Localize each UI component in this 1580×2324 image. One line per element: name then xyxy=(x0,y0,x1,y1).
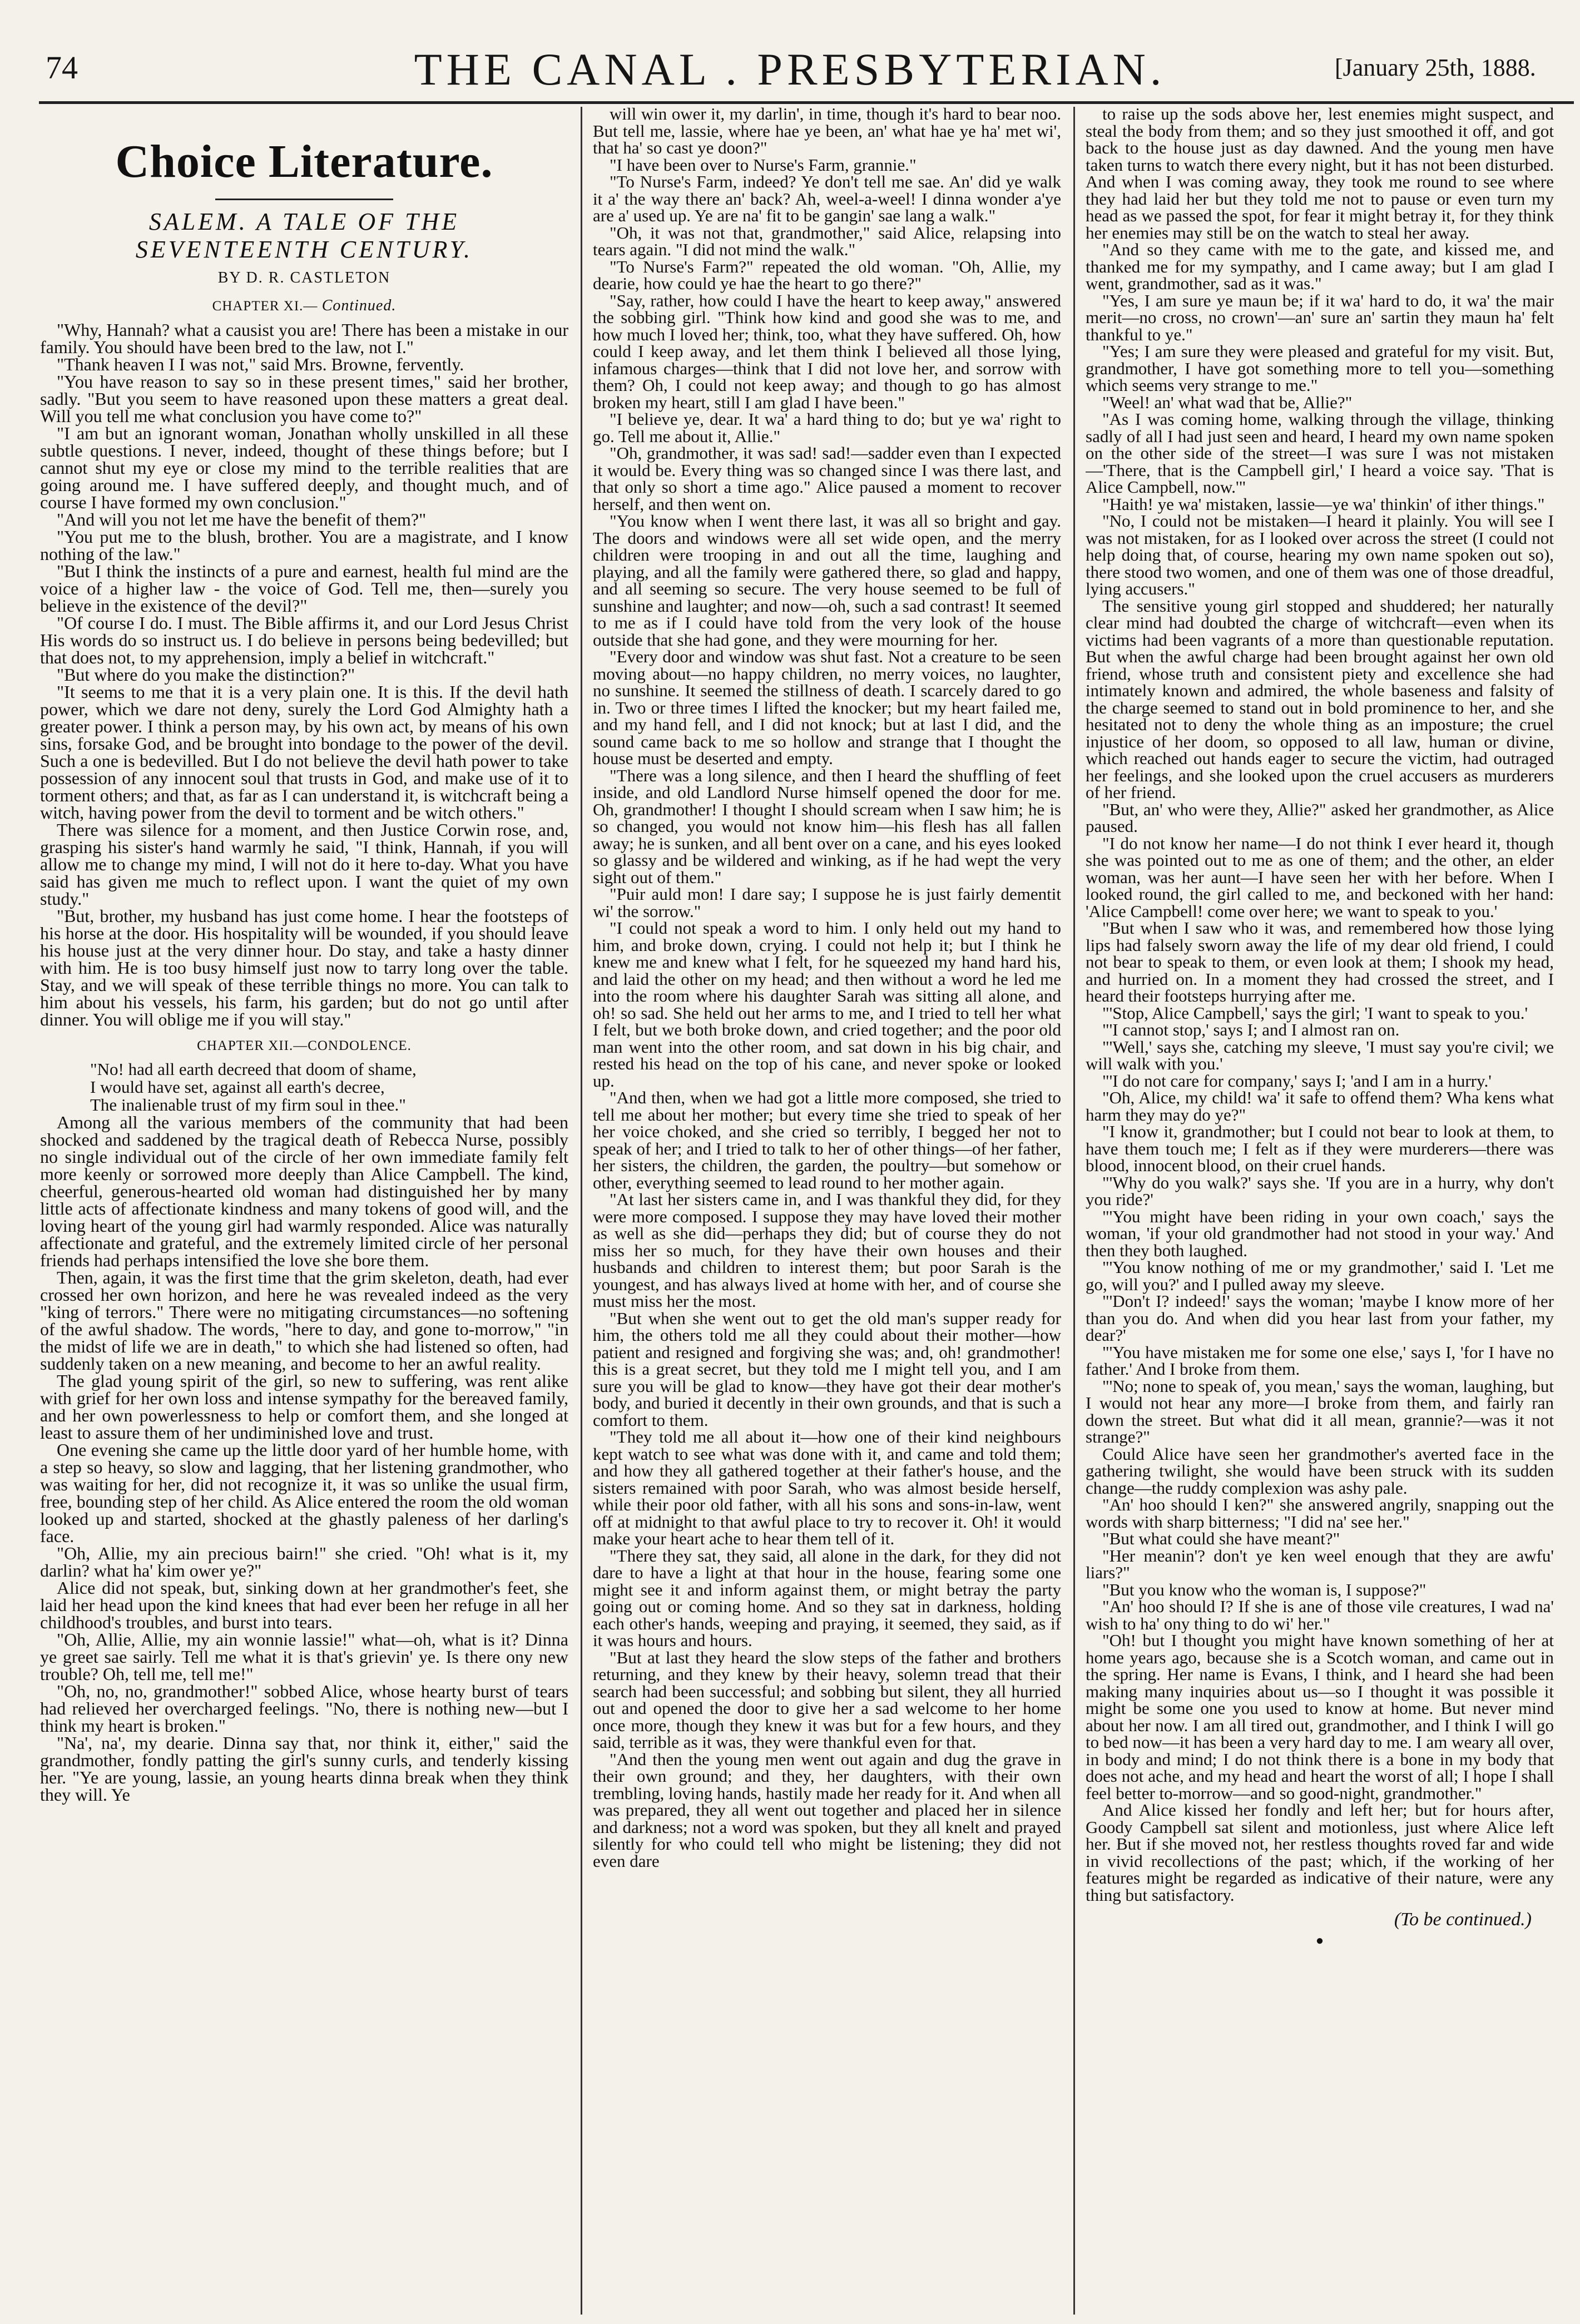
column-1 xyxy=(40,106,568,2316)
end-mark: ● xyxy=(1315,1934,1324,1948)
paragraph: And Alice kissed her fondly and left her; but for hours after, Goody Campbell sat silent and motionless, just where Alice left her. But if she moved not, her restless thoughts roved far and wide in vivid recollections of the past; which, if the working of her features might be regarded as indicative of their nature, were any thing but satisfactory. xyxy=(1086,1800,1554,1905)
paragraph: "Na', na', my dearie. Dinna say that, nor think it, either," said the grandmother, fondly patting the girl's sunny curls, and tenderly kissing her. "Ye are young, lassie, an young hearts dinna break when they think they will. Ye xyxy=(40,1733,568,1805)
paragraph: "But, an' who were they, Allie?" asked her grandmother, as Alice paused. xyxy=(1086,799,1554,836)
page-header xyxy=(0,0,1580,97)
paragraph: "Why, Hannah? what a causist you are! There has been a mistake in our family. You should have been bred to the law, not I." xyxy=(40,320,568,357)
chapter-heading: CHAPTER XII.—CONDOLENCE. xyxy=(197,1038,412,1053)
paragraph: "'Well,' says she, catching my sleeve, 'I must say you're civil; we will walk with you.' xyxy=(1086,1037,1554,1073)
paragraph: "To Nurse's Farm, indeed? Ye don't tell me sae. An' did ye walk it a' the way there an' back? Ah, weel-a-weel! I dinna wonder a'ye are a' used up. Ye are na' fit to be gangin' sae lang a walk." xyxy=(593,172,1061,225)
paragraph: "There they sat, they said, all alone in the dark, for they did not dare to have a light at that hour in the house, fearing some one might see it and inform against them, or might betray the party going out or coming home. And so they sat in darkness, holding each other's hands, weeping and praying, it seemed, they said, as if it was hours and hours. xyxy=(593,1545,1061,1650)
paragraph: "Haith! ye wa' mistaken, lassie—ye wa' thinkin' of ither things." xyxy=(1102,494,1545,514)
paragraph: "I am but an ignorant woman, Jonathan wholly unskilled in all these subtle questions. I never, indeed, thought of these things before; but I cannot shut my eye or close my mind to the terrible realities that are going around me. I have suffered deeply, and thought much, and of course I have formed my own conclusion." xyxy=(40,423,568,512)
section-title: Choice Literature. xyxy=(115,136,493,187)
paragraph: "But, brother, my husband has just come home. I hear the footsteps of his horse at the door. His hospitality will be wounded, if you should leave his house just at the very dinner hour. Do stay, and take a hasty dinner with him. He is too busy himself just now to tarry long over the table. Stay, and we will speak of these terrible things no more. You can talk to him about his vessels, his farm, his garden; but do not go until after dinner. You will oblige me if you will stay." xyxy=(40,906,568,1029)
paragraph: "Oh, no, no, grandmother!" sobbed Alice, whose hearty burst of tears had relieved her overcharged feelings. "No, there is nothing new—but I think my heart is broken." xyxy=(40,1681,568,1736)
story-title: SALEM. A TALE OF THE SEVENTEENTH CENTURY. xyxy=(135,208,473,263)
paragraph: "'No; none to speak of, you mean,' says the woman, laughing, but I would not hear any more—I broke from them, and fairly ran down the street. But what did it all mean, grannie?—was it not strange?" xyxy=(1086,1376,1554,1446)
column-1-text-a xyxy=(40,321,568,1028)
paragraph: will win ower it, my darlin', in time, though it's hard to bear noo. But tell me, lassie, where hae ye been, an' what hae ye ha' met wi', that ha' so cast ye doon?" xyxy=(593,106,1061,157)
poem xyxy=(40,1061,568,1114)
paragraph: "'I cannot stop,' says I; and I almost ran on. xyxy=(1102,1020,1400,1039)
paragraph: "Oh, Allie, Allie, my ain wonnie lassie!" what—oh, what is it? Dinna ye greet sae sairly. Tell me what it is that's grievin' ye. Is there ony new trouble? Oh, tell me, tell me!" xyxy=(40,1629,568,1684)
paragraph: to raise up the sods above her, lest enemies might suspect, and steal the body from them; and so they just smoothed it off, and got back to the house just as day dawned. And the young men have taken turns to watch there every night, but it has not been disturbed. And when I was coming away, they took me round to see where they had laid her but they told me not to pause or even turn my head as we passed the spot, for fear it might betray it, for they think her enemies may still be on the watch to steal her away. xyxy=(1086,106,1554,242)
header-rule xyxy=(39,101,1574,104)
masthead: THE CANAL . PRESBYTERIAN. xyxy=(414,44,1166,95)
paragraph: "'You know nothing of me or my grandmother,' said I. 'Let me go, will you?' and I pulled away my sleeve. xyxy=(1086,1257,1554,1294)
to-be-continued: (To be continued.) xyxy=(1394,1909,1532,1930)
paragraph: "Every door and window was shut fast. Not a creature to be seen moving about—no happy children, no merry voices, no laughter, no sunshine. It seemed the stillness of death. I scarcely dared to go in. Two or three times I lifted the knocker; but my heart failed me, and my hand fell, and I did not knock; but at last I did, and the sound came back to me so hollow and strange that I thought the house must be deserted and empty. xyxy=(593,647,1061,768)
paragraph: "You have reason to say so in these present times," said her brother, sadly. "But you seem to have reasoned upon these matters a great deal. Will you tell me what conclusion you have come to?" xyxy=(40,371,568,426)
paragraph: "Yes, I am sure ye maun be; if it wa' hard to do, it wa' the mair merit—no cross, no crown'—an' sure an' sartin they maun ha' felt thankful to ye." xyxy=(1086,290,1554,344)
chapter-label: CHAPTER XI.— xyxy=(212,299,318,314)
paragraph: "I believe ye, dear. It wa' a hard thing to do; but ye wa' right to go. Tell me about it, Allie." xyxy=(593,409,1061,446)
paragraph: "Oh, it was not that, grandmother," said Alice, relapsing into tears again. "I did not mind the walk." xyxy=(593,222,1061,259)
paragraph: "As I was coming home, walking through the village, thinking sadly of all I had just seen and heard, I heard my own name spoken on the other side of the street—I was sure I was not mistaken—'There, that is the Campbell girl,' I heard a voice say. 'That is Alice Campbell, now.'" xyxy=(1086,409,1554,497)
paragraph: "Oh, Allie, my ain precious bairn!" she cried. "Oh! what is it, my darlin? what ha' kim ower ye?" xyxy=(40,1543,568,1580)
paragraph: Alice did not speak, but, sinking down at her grandmother's feet, she laid her head upon the kind knees that had ever been her refuge in all her childhood's troubles, and burst into tears. xyxy=(40,1578,568,1632)
paragraph: "'I do not care for company,' says I; 'and I am in a hurry.' xyxy=(1102,1071,1492,1091)
paragraph: "But at last they heard the slow steps of the father and brothers returning, and they knew by their heavy, solemn tread that their search had been successful; and sobbing but silent, they all hurried out and opened the door to give her a sad welcome to her home once more, though they knew it was but for a few hours, and they said, terrible as it was, they were thankful even for that. xyxy=(593,1647,1061,1752)
paragraph: "'You might have been riding in your own coach,' says the woman, 'if your old grandmother had not stood in your way.' And then they both laughed. xyxy=(1086,1206,1554,1260)
paragraph: "You know when I went there last, it was all so bright and gay. The doors and windows were all set wide open, and the merry children were trooping in and out all the time, laughing and playing, and all the family were gathered there, so glad and happy, and all seeming so secure. The very house seemed to be full of sunshine and laughter; and now—oh, such a sad contrast! It seemed to me as if I could have told from the very look of the house outside that she had gone, and they were mourning for her. xyxy=(593,511,1061,650)
paragraph: The sensitive young girl stopped and shuddered; her naturally clear mind had doubted the charge of witchcraft—even when its victims had been vagrants of a more than questionable reputation. But when the awful charge had been brought against her own old friend, whose truth and consistent piety and excellence she had intimately known and admired, the whole baseness and falsity of the charge seemed to stand out in bold prominence to her, and she hesitated not to deny the whole thing as an imposture; the cruel injustice of her doom, so opposed to all law, human or divine, which reached out hands eager to secure the victim, had outraged her feelings, and she looked upon the cruel accusers as murderers of her friend. xyxy=(1086,596,1554,802)
paragraph: "'You have mistaken me for some one else,' says I, 'for I have no father.' And I broke from them. xyxy=(1086,1342,1554,1379)
paragraph: "'Stop, Alice Campbell,' says the girl; 'I want to speak to you.' xyxy=(1102,1003,1528,1023)
paragraph: "And will you not let me have the benefit of them?" xyxy=(57,509,427,529)
paragraph: Then, again, it was the first time that the grim skeleton, death, had ever crossed her own horizon, and here he was revealed indeed as the very "king of terrors." There were no mitigating circumstances—no softening of the awful shadow. The words, "here to day, and gone to-morrow," "in the midst of life we are in death," to which she had listened so often, had suddenly taken on a new meaning, and become to her an awful reality. xyxy=(40,1267,568,1374)
paragraph: "No, I could not be mistaken—I heard it plainly. You will see I was not mistaken, for as I looked over across the street (I could not help doing that, of course, hearing my own name spoken out so), there stood two women, and one of them was one of those dreadful, lying accusers." xyxy=(1086,511,1554,598)
paragraph: "But I think the instincts of a pure and earnest, health ful mind are the voice of a higher law - the voice of God. Tell me, then—surely you believe in the existence of the devil?" xyxy=(40,561,568,616)
paragraph: One evening she came up the little door yard of her humble home, with a step so heavy, so slow and lagging, that her listening grandmother, who was waiting for her, did not recognize it, it was so unlike the usual firm, free, bounding step of her child. As Alice entered the room the old woman looked up and started, shocked at the ghastly paleness of her darling's face. xyxy=(40,1440,568,1546)
paragraph: "Yes; I am sure they were pleased and grateful for my visit. But, grandmother, I have got something more to tell you—something which seems very strange to me." xyxy=(1086,341,1554,395)
paragraph: "Her meanin'? don't ye ken weel enough that they are awfu' liars?" xyxy=(1086,1545,1554,1582)
paragraph: "Thank heaven I I was not," said Mrs. Browne, fervently. xyxy=(57,354,464,374)
column-3 xyxy=(1086,106,1554,2316)
issue-date: [January 25th, 1888. xyxy=(1335,54,1536,81)
paragraph: Could Alice have seen her grandmother's averted face in the gathering twilight, she would have been struck with its sudden change—the ruddy complexion was ashy pale. xyxy=(1086,1444,1554,1498)
page-number: 74 xyxy=(46,49,78,86)
paragraph: "Weel! an' what wad that be, Allie?" xyxy=(1102,392,1353,412)
column-2 xyxy=(593,106,1061,2316)
paragraph: "And so they came with me to the gate, and kissed me, and thanked me for my sympathy, and I came away; but I am glad I went, grandmother, sad as it was." xyxy=(1086,240,1554,293)
paragraph: "I do not know her name—I do not think I ever heard it, though she was pointed out to me as one of them; and the other, an elder woman, was her aunt—I have seen her with her before. When I looked round, the girl called to me, and beckoned with her hand: 'Alice Campbell! come over here; we want to speak to you.' xyxy=(1086,833,1554,921)
column-3-text xyxy=(1086,106,1554,1904)
paragraph: "An' hoo should I ken?" she answered angrily, snapping out the words with sharp bitterness; "I did na' see her." xyxy=(1086,1495,1554,1532)
paragraph: There was silence for a moment, and then Justice Corwin rose, and, grasping his sister's hand warmly he said, "I think, Hannah, if you will allow me to change my mind, I will not do it here to-day. What you have said has given me much to reflect upon. I want the quiet of my own study." xyxy=(40,820,568,909)
paragraph: "But what could she have meant?" xyxy=(1102,1529,1340,1548)
paragraph: "An' hoo should I? If she is ane of those vile creatures, I wad na' wish to ha' ony thing to do wi' her." xyxy=(1086,1597,1554,1633)
paragraph: "But where do you make the distinction?" xyxy=(57,665,355,685)
column-divider xyxy=(1073,107,1075,2315)
paragraph: The glad young spirit of the girl, so new to suffering, was rent alike with grief for her own loss and intense sympathy for the bereaved family, and her own powerlessness to help or comfort them, and she longed at least to assure them of her undiminished love and trust. xyxy=(40,1371,568,1443)
poem-line: "No! had all earth decreed that doom of shame, xyxy=(90,1059,417,1079)
chapter-heading xyxy=(40,297,568,315)
poem-line: The inalienable trust of my firm soul in thee." xyxy=(90,1095,406,1114)
paragraph: Among all the various members of the community that had been shocked and saddened by the tragical death of Rebecca Nurse, possibly no single individual out of the circle of her own immediate family felt more keenly or sorrowed more deeply than Alice Campbell. The kind, cheerful, generous-hearted old woman had distinguished her by many little acts of affectionate kindness and many tokens of good will, and the loving heart of the young girl had warmly responded. Alice was naturally affectionate and grateful, and the extremely limited circle of her personal friends had perhaps intensified the love she bore them. xyxy=(40,1112,568,1270)
paragraph: "I could not speak a word to him. I only held out my hand to him, and broke down, crying. I could not help it; but I think he knew me and knew what I felt, for he squeezed my hand hard his, and laid the other on my head; and then without a word he led me into the room where his daughter Sarah was sitting all alone, and oh! so sad. She held out her arms to me, and I tried to tell her what I felt, but we both broke down, and cried together; and the poor old man went into the other room, and sat down in his big chair, and rested his head on the top of his cane, and never spoke or looked up. xyxy=(593,918,1061,1091)
byline: BY D. R. CASTLETON xyxy=(217,269,391,286)
paragraph: "I have been over to Nurse's Farm, grannie." xyxy=(610,155,917,175)
paragraph: "Of course I do. I must. The Bible affirms it, and our Lord Jesus Christ His words do so instruct us. I do believe in persons being bedevilled; but that does not, to my apprehension, imply a belief in witchcraft." xyxy=(40,613,568,667)
paragraph: "And then, when we had got a little more composed, she tried to tell me about her mother; but every time she tried to speak of her her voice choked, and she cried so terribly, I begged her not to speak of her; and I tried to talk to her of other things—of her father, her sisters, the children, the garden, the poultry—but somehow or other, everything seemed to lead round to her mother again. xyxy=(593,1088,1061,1192)
paragraph: "'Don't I? indeed!' says the woman; 'maybe I know more of her than you do. And when did you hear last from your father, my dear?' xyxy=(1086,1291,1554,1345)
paragraph: "'Why do you walk?' says she. 'If you are in a hurry, why don't you ride?' xyxy=(1086,1172,1554,1209)
column-1-text-b xyxy=(40,1114,568,1803)
paragraph: "There was a long silence, and then I heard the shuffling of feet inside, and old Landlord Nurse himself opened the door for me. Oh, grandmother! I thought I should scream when I saw him; he is so changed, you would not know him—his flesh has all fallen away; he is sunken, and all bent over on a cane, and his eyes looked so glassy and be wildered and winking, as if he had wept the very sight out of them." xyxy=(593,765,1061,887)
column-divider xyxy=(581,107,582,2315)
paragraph: "I know it, grandmother; but I could not bear to look at them, to have them touch me; I felt as if they were murderers—there was blood, innocent blood, on their cruel hands. xyxy=(1086,1122,1554,1175)
paragraph: "And then the young men went out again and dug the grave in their own ground; and they, her daughters, with their own trembling, loving hands, hastily made her ready for it. And when all was prepared, they all went out together and placed her in silence and darkness; not a word was spoken, but they all knelt and prayed silently for who could tell who might be listening; they did not even dare xyxy=(593,1749,1061,1871)
paragraph: "They told me all about it—how one of their kind neighbours kept watch to see what was done with it, and came and told them; and how they all gathered together at their father's house, and the sisters remained with poor Sarah, who was almost beside herself, while their poor old father, with all his sons and sons-in-law, went off at midnight to that awful place to try to recover it. Oh! it would make your heart ache to hear them tell of it. xyxy=(593,1427,1061,1548)
paragraph: "But you know who the woman is, I suppose?" xyxy=(1102,1579,1427,1599)
paragraph: "But when I saw who it was, and remembered how those lying lips had falsely sworn away the life of my dear old friend, I could not bear to speak to them, or even look at them; I shook my head, and hurried on. In a moment they had crossed the street, and I heard their footsteps hurrying after me. xyxy=(1086,918,1554,1005)
title-rule xyxy=(215,199,393,200)
paragraph: "It seems to me that it is a very plain one. It is this. If the devil hath power, which we dare not deny, surely the Lord God Almighty hath a greater power. I think a person may, by his own act, by means of his own sins, forsake God, and be brought into bondage to the power of the devil. Such a one is bedevilled. But I do not believe the devil hath power to take possession of any innocent soul that trusts in God, and make use of it to torment others; and that, as far as I can understand it, is witchcraft being a witch, having power from the devil to torment and be witch others." xyxy=(40,682,568,822)
paragraph: "Say, rather, how could I have the heart to keep away," answered the sobbing girl. "Think how kind and good she was to me, and how much I loved her; think, too, what they have suffered. Oh, how could I keep away, and let them think I believed all those lying, infamous charges—think that I did not love her, and sorrow with them? Oh, I could not keep away; and though to go has almost broken my heart, still I am glad I have been." xyxy=(593,290,1061,412)
paragraph: "At last her sisters came in, and I was thankful they did, for they were more composed. I suppose they may have loved their mother as well as she did—perhaps they did; but of course they do not miss her so much, for they have their own houses and their husbands and children to interest them; but poor Sarah is the youngest, and has always lived at home with her, and of course she must miss her the most. xyxy=(593,1190,1061,1311)
poem-line: I would have set, against all earth's decree, xyxy=(90,1077,385,1097)
paragraph: "Puir auld mon! I dare say; I suppose he is just fairly dementit wi' the sorrow." xyxy=(593,884,1061,921)
paragraph: "Oh! but I thought you might have known something of her at home years ago, because she is a Scotch woman, and came out in the spring. Her name is Evans, I think, and I heard she had been making many inquiries about us—so I thought it was possible it might be some one you used to know at home. But never mind about her now. I am all tired out, grandmother, and I think I will go to bed now—it has been a very hard day to me. I am weary all over, in body and mind; I do not think there is a bone in my body that does not ache, and my head and heart the worst of all; I hope I shall feel better to-morrow—and so good-night, grandmother." xyxy=(1086,1631,1554,1803)
paragraph: "But when she went out to get the old man's supper ready for him, the others told me all they could about their mother—how patient and resigned and forgiving she was; and, oh! grandmother! this is a great secret, but they told me I might tell you, and I am sure you will be glad to know—they have got their dear mother's body, and buried it decently in their own grounds, and that is such a comfort to them. xyxy=(593,1308,1061,1430)
paragraph: "Oh, Alice, my child! wa' it safe to offend them? Wha kens what harm they may do ye?" xyxy=(1086,1088,1554,1124)
paragraph: "Oh, grandmother, it was sad! sad!—sadder even than I expected it would be. Every thing was so changed since I was there last, and that only so short a time ago." Alice paused a moment to recover herself, and then went on. xyxy=(593,443,1061,514)
continued-label: Continued. xyxy=(321,297,397,314)
paragraph: "To Nurse's Farm?" repeated the old woman. "Oh, Allie, my dearie, how could ye hae the heart to go there?" xyxy=(593,256,1061,293)
paragraph: "You put me to the blush, brother. You are a magistrate, and I know nothing of the law." xyxy=(40,527,568,564)
